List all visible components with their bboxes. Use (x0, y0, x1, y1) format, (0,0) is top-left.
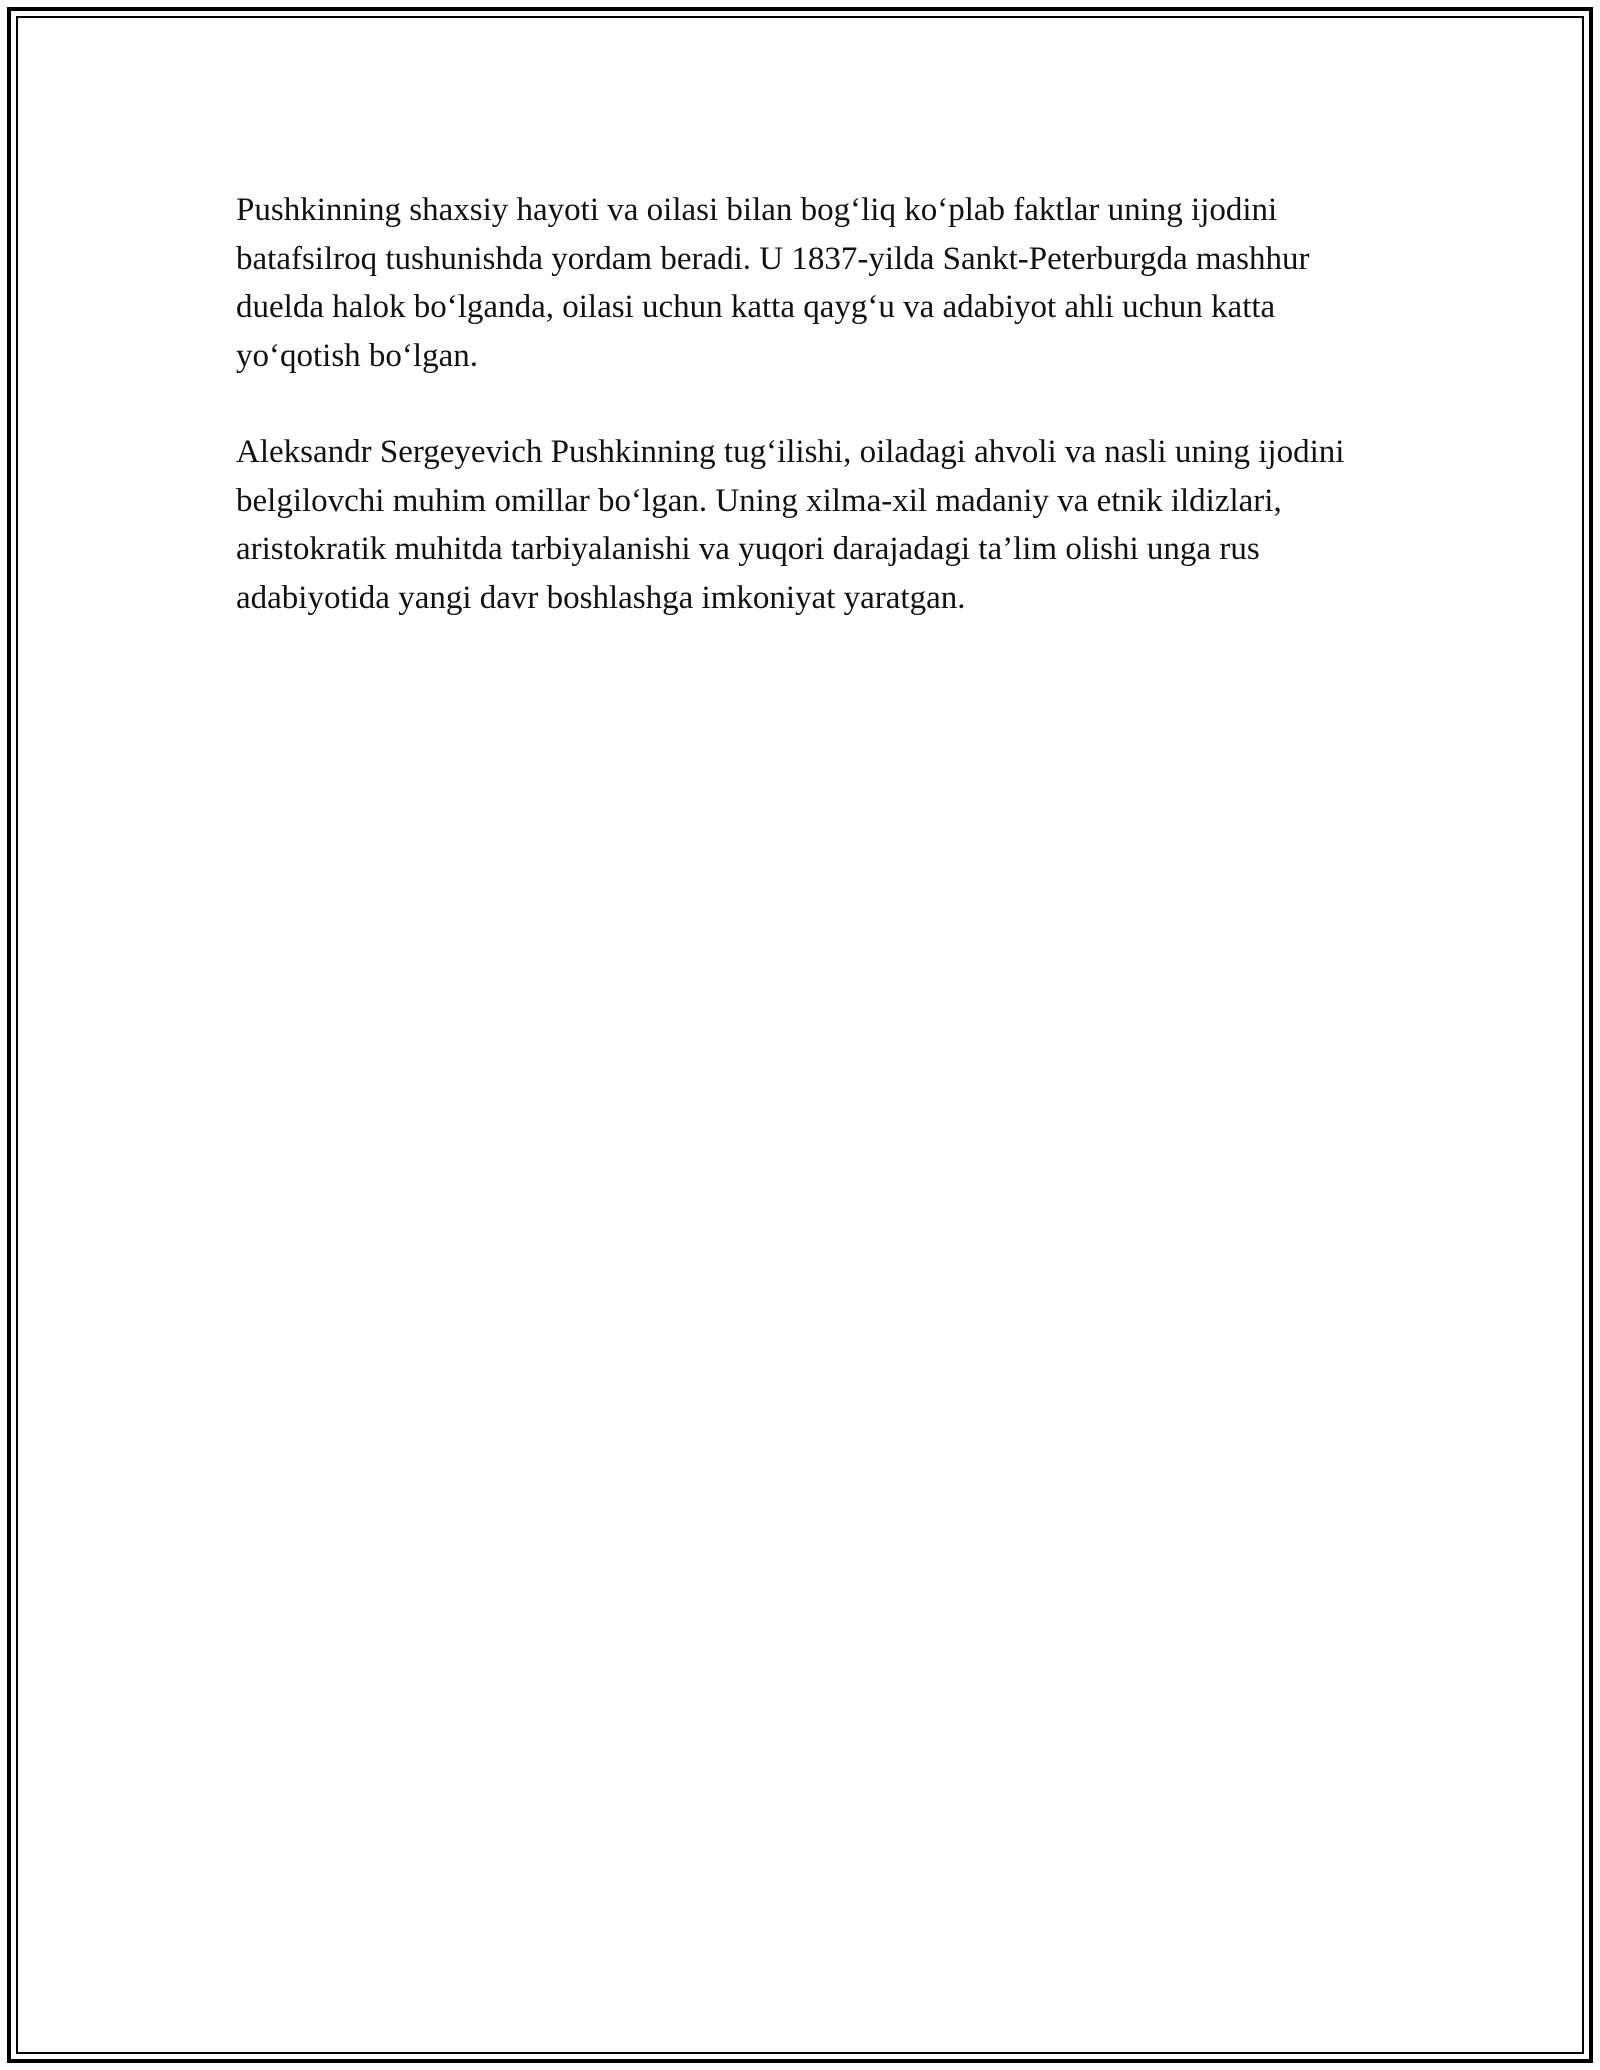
paragraph-1: Pushkinning shaxsiy hayoti va oilasi bilan bog‘liq ko‘plab faktlar uning ijodini batafsilroq tushunishda yordam beradi. U 1837-yilda Sankt-Peterburgda mashhur duelda halok bo‘lganda, oilasi uchun katta qayg‘u va adabiyot ahli uchun katta yo‘qotish bo‘lgan. (236, 192, 1310, 374)
paragraph-2: Aleksandr Sergeyevich Pushkinning tug‘ilishi, oiladagi ahvoli va nasli uning ijodini belgilovchi muhim omillar bo‘lgan. Uning xilma-xil madaniy va etnik ildizlari, aristokratik muhitda tarbiyalanishi va yuqori darajadagi ta’lim olishi unga rus adabiyotida yangi davr boshlashga imkoniyat yaratgan. (236, 434, 1345, 616)
document-body (236, 186, 1366, 670)
